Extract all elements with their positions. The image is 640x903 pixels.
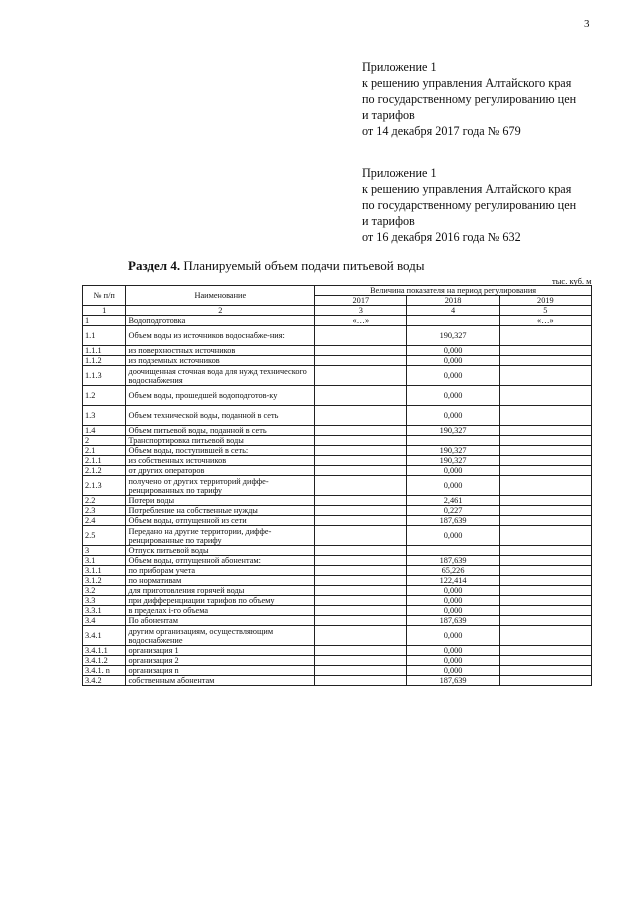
row-name: по приборам учета xyxy=(126,566,315,576)
row-name: Объем воды, поступившей в сеть: xyxy=(126,446,315,456)
row-number: 2.1.1 xyxy=(83,456,126,466)
value-2017 xyxy=(315,646,407,656)
row-number: 2.5 xyxy=(83,526,126,546)
table-row xyxy=(83,556,592,566)
value-2018: 0,000 xyxy=(407,596,499,606)
header-period: Величина показателя на период регулирования xyxy=(315,286,592,296)
table-row xyxy=(83,616,592,626)
value-2019 xyxy=(499,606,591,616)
row-name: собственным абонентам xyxy=(126,676,315,686)
row-number: 3.1.2 xyxy=(83,576,126,586)
value-2019 xyxy=(499,666,591,676)
value-2019 xyxy=(499,596,591,606)
table-row xyxy=(83,456,592,466)
annex-previous-line: по государственному регулированию цен xyxy=(362,198,577,212)
row-name: Объем технической воды, поданной в сеть xyxy=(126,406,315,426)
header-name: Наименование xyxy=(126,286,315,306)
value-2019 xyxy=(499,526,591,546)
value-2018: 0,000 xyxy=(407,526,499,546)
table-row xyxy=(83,346,592,356)
table-row xyxy=(83,386,592,406)
row-name: организация 1 xyxy=(126,646,315,656)
table-row xyxy=(83,526,592,546)
row-number: 2.2 xyxy=(83,496,126,506)
row-name: в пределах i-го объема xyxy=(126,606,315,616)
row-number: 2.3 xyxy=(83,506,126,516)
value-2019 xyxy=(499,496,591,506)
row-number: 1.1.3 xyxy=(83,366,126,386)
annex-current-line: по государственному регулированию цен xyxy=(362,92,577,106)
value-2017 xyxy=(315,446,407,456)
value-2019 xyxy=(499,406,591,426)
value-2017 xyxy=(315,366,407,386)
value-2018 xyxy=(407,316,499,326)
value-2019 xyxy=(499,586,591,596)
table-row xyxy=(83,576,592,586)
table-row xyxy=(83,426,592,436)
value-2017 xyxy=(315,426,407,436)
header-col-number: 5 xyxy=(499,306,591,316)
row-name: Потери воды xyxy=(126,496,315,506)
row-name: для приготовления горячей воды xyxy=(126,586,315,596)
table-row xyxy=(83,586,592,596)
value-2018: 0,227 xyxy=(407,506,499,516)
value-2018: 187,639 xyxy=(407,516,499,526)
table-row xyxy=(83,356,592,366)
table-row xyxy=(83,656,592,666)
value-2019 xyxy=(499,356,591,366)
row-name: из подземных источников xyxy=(126,356,315,366)
value-2017 xyxy=(315,456,407,466)
row-number: 2.4 xyxy=(83,516,126,526)
row-number: 1.1 xyxy=(83,326,126,346)
annex-current-line: и тарифов xyxy=(362,108,415,122)
table-row xyxy=(83,406,592,426)
table-row xyxy=(83,566,592,576)
value-2018: 0,000 xyxy=(407,346,499,356)
row-number: 1.4 xyxy=(83,426,126,436)
row-number: 3.1.1 xyxy=(83,566,126,576)
units-label: тыс. куб. м xyxy=(552,276,592,286)
value-2019 xyxy=(499,576,591,586)
table-row xyxy=(83,436,592,446)
value-2019 xyxy=(499,346,591,356)
value-2017 xyxy=(315,566,407,576)
row-name: По абонентам xyxy=(126,616,315,626)
table-row xyxy=(83,476,592,496)
row-name: Потребление на собственные нужды xyxy=(126,506,315,516)
row-number: 1.2 xyxy=(83,386,126,406)
value-2017 xyxy=(315,556,407,566)
value-2018: 0,000 xyxy=(407,386,499,406)
row-name: Объем питьевой воды, поданной в сеть xyxy=(126,426,315,436)
row-name: другим организациям, осуществляющим водоснабжение xyxy=(126,626,315,646)
value-2017 xyxy=(315,576,407,586)
header-num: № п/п xyxy=(83,286,126,306)
annex-previous xyxy=(362,165,576,245)
row-name: Объем воды, прошедшей водоподготов-ку xyxy=(126,386,315,406)
value-2018: 187,639 xyxy=(407,556,499,566)
value-2018: 65,226 xyxy=(407,566,499,576)
row-name: Объем воды, отпущенной из сети xyxy=(126,516,315,526)
value-2019 xyxy=(499,656,591,666)
value-2017 xyxy=(315,326,407,346)
value-2018: 190,327 xyxy=(407,326,499,346)
value-2017 xyxy=(315,466,407,476)
value-2018: 0,000 xyxy=(407,666,499,676)
value-2018: 0,000 xyxy=(407,366,499,386)
value-2018: 190,327 xyxy=(407,426,499,436)
annex-current xyxy=(362,59,576,139)
value-2019 xyxy=(499,436,591,446)
value-2019 xyxy=(499,676,591,686)
row-number: 2 xyxy=(83,436,126,446)
section-title xyxy=(128,258,425,274)
row-number: 3.4.1.2 xyxy=(83,656,126,666)
value-2017 xyxy=(315,626,407,646)
row-number: 3.4.2 xyxy=(83,676,126,686)
row-number: 1.1.1 xyxy=(83,346,126,356)
value-2018: 0,000 xyxy=(407,656,499,666)
value-2019 xyxy=(499,506,591,516)
value-2017 xyxy=(315,506,407,516)
table-row xyxy=(83,316,592,326)
row-name: из поверхностных источников xyxy=(126,346,315,356)
table-row xyxy=(83,506,592,516)
row-name: Транспортировка питьевой воды xyxy=(126,436,315,446)
value-2017 xyxy=(315,666,407,676)
value-2018 xyxy=(407,546,499,556)
table-row xyxy=(83,606,592,616)
value-2018: 0,000 xyxy=(407,586,499,596)
value-2018: 2,461 xyxy=(407,496,499,506)
value-2018 xyxy=(407,436,499,446)
value-2019 xyxy=(499,566,591,576)
value-2019 xyxy=(499,466,591,476)
row-number: 2.1.2 xyxy=(83,466,126,476)
table-row xyxy=(83,626,592,646)
value-2017 xyxy=(315,606,407,616)
value-2018: 190,327 xyxy=(407,446,499,456)
row-name: доочищенная сточная вода для нужд технического водоснабжения xyxy=(126,366,315,386)
row-number: 3 xyxy=(83,546,126,556)
value-2017 xyxy=(315,346,407,356)
row-number: 3.3.1 xyxy=(83,606,126,616)
row-number: 3.4 xyxy=(83,616,126,626)
row-name: Передано на другие территории, диффе-ренцированные по тарифу xyxy=(126,526,315,546)
value-2018: 190,327 xyxy=(407,456,499,466)
table-row xyxy=(83,516,592,526)
section-name: Планируемый объем подачи питьевой воды xyxy=(183,258,425,273)
row-number: 2.1 xyxy=(83,446,126,456)
row-name: Водоподготовка xyxy=(126,316,315,326)
header-col-number: 2 xyxy=(126,306,315,316)
water-supply-table xyxy=(82,285,592,686)
value-2017 xyxy=(315,356,407,366)
table-row xyxy=(83,676,592,686)
row-number: 3.4.1.1 xyxy=(83,646,126,656)
value-2017 xyxy=(315,406,407,426)
value-2017 xyxy=(315,616,407,626)
value-2017 xyxy=(315,656,407,666)
value-2018: 0,000 xyxy=(407,356,499,366)
table-row xyxy=(83,646,592,656)
value-2017 xyxy=(315,496,407,506)
row-number: 3.2 xyxy=(83,586,126,596)
value-2018: 187,639 xyxy=(407,676,499,686)
value-2017 xyxy=(315,526,407,546)
value-2018: 0,000 xyxy=(407,626,499,646)
annex-current-line: от 14 декабря 2017 года № 679 xyxy=(362,124,521,138)
header-col-number: 4 xyxy=(407,306,499,316)
row-number: 1 xyxy=(83,316,126,326)
value-2017 xyxy=(315,516,407,526)
table-row xyxy=(83,666,592,676)
row-number: 1.3 xyxy=(83,406,126,426)
table-row xyxy=(83,326,592,346)
table-row xyxy=(83,446,592,456)
value-2017 xyxy=(315,586,407,596)
row-number: 3.1 xyxy=(83,556,126,566)
value-2019 xyxy=(499,616,591,626)
value-2019 xyxy=(499,326,591,346)
value-2019 xyxy=(499,516,591,526)
value-2019 xyxy=(499,646,591,656)
value-2017 xyxy=(315,436,407,446)
row-name: при дифференциации тарифов по объему xyxy=(126,596,315,606)
annex-previous-line: Приложение 1 xyxy=(362,166,437,180)
value-2019 xyxy=(499,626,591,646)
value-2019 xyxy=(499,546,591,556)
row-number: 3.3 xyxy=(83,596,126,606)
value-2017 xyxy=(315,476,407,496)
row-name: организация 2 xyxy=(126,656,315,666)
row-name: по нормативам xyxy=(126,576,315,586)
header-year-2019: 2019 xyxy=(499,296,591,306)
value-2019 xyxy=(499,386,591,406)
table-row xyxy=(83,366,592,386)
annex-previous-line: и тарифов xyxy=(362,214,415,228)
table-row xyxy=(83,546,592,556)
value-2017: «…» xyxy=(315,316,407,326)
value-2017 xyxy=(315,596,407,606)
header-year-2018: 2018 xyxy=(407,296,499,306)
annex-current-line: к решению управления Алтайского края xyxy=(362,76,572,90)
value-2018: 0,000 xyxy=(407,406,499,426)
row-number: 3.4.1 xyxy=(83,626,126,646)
value-2018: 187,639 xyxy=(407,616,499,626)
header-col-number: 3 xyxy=(315,306,407,316)
value-2019 xyxy=(499,456,591,466)
value-2019: «…» xyxy=(499,316,591,326)
row-name: Объем воды из источников водоснабже-ния: xyxy=(126,326,315,346)
row-name: организация n xyxy=(126,666,315,676)
row-name: получено от других территорий диффе-ренцированных по тарифу xyxy=(126,476,315,496)
row-name: Объем воды, отпущенной абонентам: xyxy=(126,556,315,566)
value-2019 xyxy=(499,446,591,456)
table-row xyxy=(83,496,592,506)
value-2017 xyxy=(315,386,407,406)
annex-previous-line: к решению управления Алтайского края xyxy=(362,182,572,196)
section-label: Раздел 4. xyxy=(128,258,181,273)
annex-previous-line: от 16 декабря 2016 года № 632 xyxy=(362,230,521,244)
row-name: Отпуск питьевой воды xyxy=(126,546,315,556)
row-name: от других операторов xyxy=(126,466,315,476)
value-2018: 0,000 xyxy=(407,476,499,496)
value-2019 xyxy=(499,556,591,566)
table-row xyxy=(83,596,592,606)
value-2018: 122,414 xyxy=(407,576,499,586)
page-number: 3 xyxy=(584,18,590,30)
table-row xyxy=(83,466,592,476)
value-2017 xyxy=(315,676,407,686)
value-2018: 0,000 xyxy=(407,646,499,656)
row-number: 1.1.2 xyxy=(83,356,126,366)
header-col-number: 1 xyxy=(83,306,126,316)
value-2019 xyxy=(499,426,591,436)
annex-current-line: Приложение 1 xyxy=(362,60,437,74)
value-2017 xyxy=(315,546,407,556)
row-number: 2.1.3 xyxy=(83,476,126,496)
value-2019 xyxy=(499,476,591,496)
header-year-2017: 2017 xyxy=(315,296,407,306)
value-2018: 0,000 xyxy=(407,466,499,476)
row-number: 3.4.1. n xyxy=(83,666,126,676)
value-2018: 0,000 xyxy=(407,606,499,616)
row-name: из собственных источников xyxy=(126,456,315,466)
value-2019 xyxy=(499,366,591,386)
